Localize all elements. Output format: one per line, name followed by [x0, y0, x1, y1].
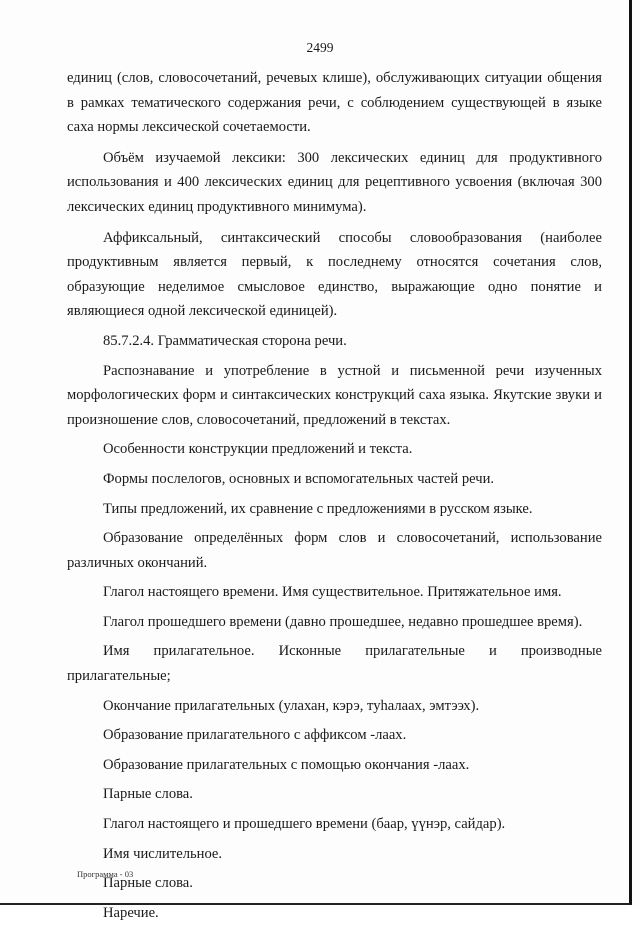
paragraph-12: Имя прилагательное. Исконные прилагательные и производные прилагательные; [67, 643, 602, 685]
paragraph-7: Формы послелогов, основных и вспомогательных частей речи. [103, 470, 495, 487]
paragraph-9: Образование определённых форм слов и словосочетаний, использование различных окончаний. [67, 530, 602, 571]
paragraph-8: Типы предложений, их сравнение с предложениями в русском языке. [103, 500, 533, 517]
paragraph-13: Окончание прилагательных (улахан, кэрэ, туһалаах, эмтээх). [103, 697, 480, 714]
paragraph-2: Объём изучаемой лексики: 300 лексических единиц для продуктивного использования и 400 лексических единиц для рецептивного усвоения (включая 300 лексических единиц продуктивного минимума). [67, 149, 602, 215]
paragraph-11: Глагол прошедшего времени (давно прошедшее, недавно прошедшее время). [103, 613, 583, 630]
paragraph-18: Имя числительное. [103, 845, 223, 862]
page-footer: Программа - 03 [77, 869, 134, 879]
paragraph-17: Глагол настоящего и прошедшего времени (баар, үүнэр, сайдар). [103, 816, 506, 833]
paragraph-5: Распознавание и употребление в устной и письменной речи изученных морфологических форм и синтаксических конструкций саха языка. Якутские звуки и произношение слов, словосочетаний, предложений в текстах. [67, 362, 602, 428]
paragraph-3: Аффиксальный, синтаксический способы словообразования (наиболее продуктивным является первый, к последнему относятся сочетания слов, образующие неделимое смысловое единство, выражающие одно понятие и являющиеся одной лексической единицей). [67, 229, 602, 320]
document-body [67, 66, 602, 925]
paragraph-1: единиц (слов, словосочетаний, речевых клише), обслуживающих ситуации общения в рамках тематического содержания речи, с соблюдением существующей в языке саха нормы лексической сочетаемости. [67, 70, 602, 136]
paragraph-19: Парные слова. [103, 875, 193, 892]
section-heading: 85.7.2.4. Грамматическая сторона речи. [103, 332, 347, 349]
paragraph-15: Образование прилагательных с помощью окончания -лаах. [103, 756, 470, 773]
paragraph-14: Образование прилагательного с аффиксом -лаах. [103, 727, 407, 744]
paragraph-20: Наречие. [103, 904, 159, 921]
paragraph-10: Глагол настоящего времени. Имя существительное. Притяжательное имя. [103, 584, 562, 601]
paragraph-16: Парные слова. [103, 786, 193, 803]
page-number: 2499 [306, 40, 334, 55]
paragraph-6: Особенности конструкции предложений и текста. [103, 441, 413, 458]
